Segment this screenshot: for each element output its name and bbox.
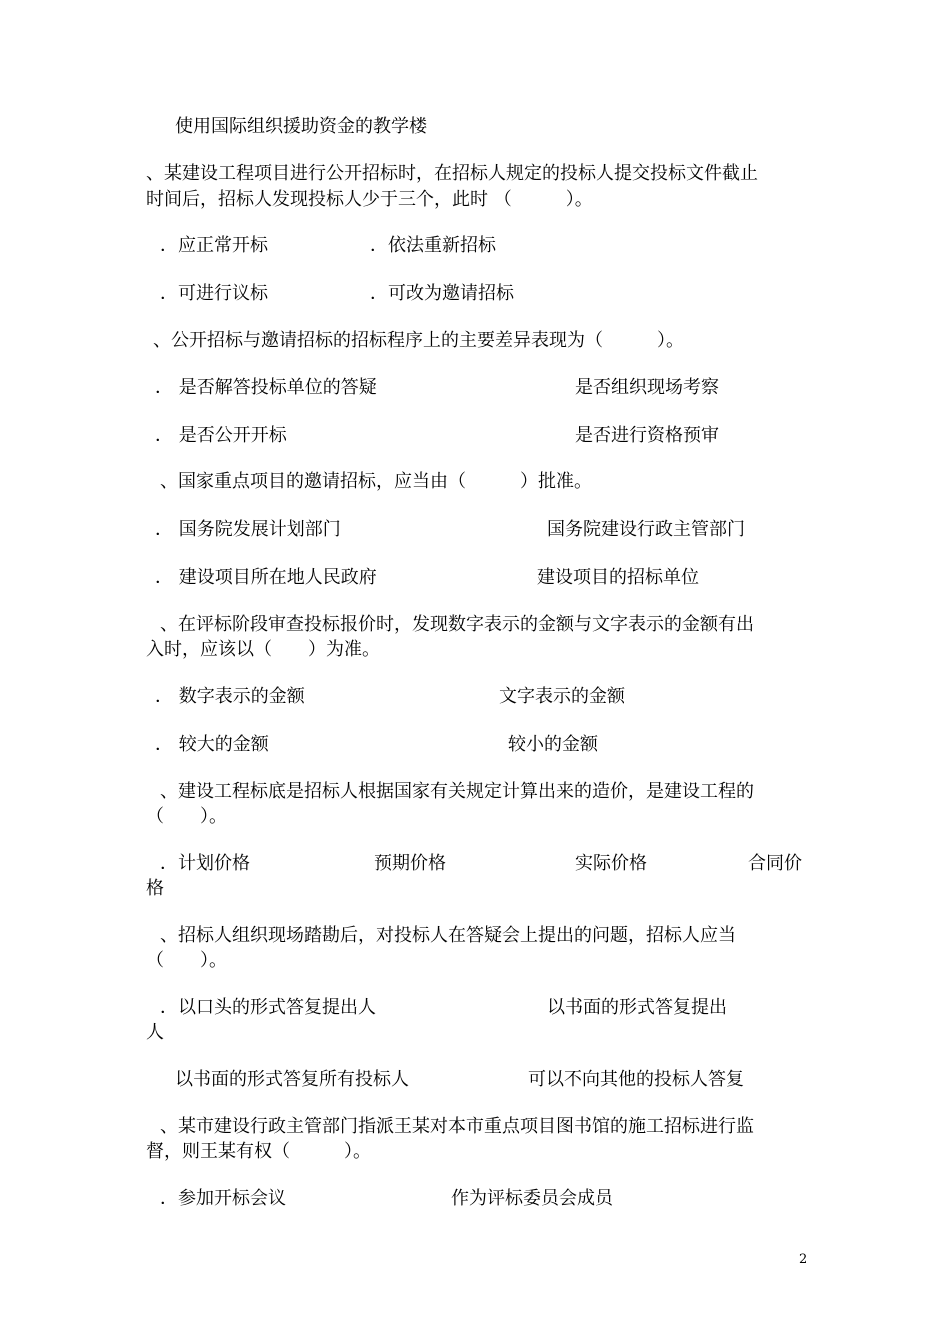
option-d: 建设项目的招标单位 xyxy=(537,567,699,588)
question-text: 、在评标阶段审查投标报价时，发现数字表示的金额与文字表示的金额有出 xyxy=(160,614,754,635)
question-text: 、招标人组织现场踏勘后，对投标人在答疑会上提出的问题，招标人应当 xyxy=(160,925,736,946)
option-a: ．应正常开标 xyxy=(160,235,268,256)
option-d: 是否进行资格预审 xyxy=(575,425,719,446)
option-d: 可以不向其他的投标人答复 xyxy=(528,1069,744,1090)
option-c: 实际价格 xyxy=(575,853,647,874)
question-text: （ ）。 xyxy=(146,950,227,971)
option-c: ．可进行议标 xyxy=(160,283,268,304)
option-b: 是否组织现场考察 xyxy=(575,377,719,398)
option-b-wrap: 人 xyxy=(146,1022,164,1043)
question-text: 入时，应该以（ ）为准。 xyxy=(146,639,380,660)
question-text: 、国家重点项目的邀请招标，应当由（ ）批准。 xyxy=(160,471,592,492)
option-a: ． 是否解答投标单位的答疑 xyxy=(155,377,377,398)
option-d-wrap: 格 xyxy=(146,878,164,899)
question-text: 时间后，招标人发现投标人少于三个，此时 （ ）。 xyxy=(146,189,593,210)
question-text: 督，则王某有权（ ）。 xyxy=(146,1141,371,1162)
option-b: 文字表示的金额 xyxy=(499,686,625,707)
option-a: ．以口头的形式答复提出人 xyxy=(160,997,376,1018)
option-c: 以书面的形式答复所有投标人 xyxy=(175,1069,409,1090)
option-a: ． 国务院发展计划部门 xyxy=(155,519,341,540)
option-a: ．参加开标会议 xyxy=(160,1188,286,1209)
option-c: ． 建设项目所在地人民政府 xyxy=(155,567,377,588)
question-text: 、某市建设行政主管部门指派王某对本市重点项目图书馆的施工招标进行监 xyxy=(160,1116,754,1137)
question-text: 、某建设工程项目进行公开招标时，在招标人规定的投标人提交投标文件截止 xyxy=(146,163,758,184)
option-b: 预期价格 xyxy=(374,853,446,874)
option-a: ． 数字表示的金额 xyxy=(155,686,305,707)
question-text: 、建设工程标底是招标人根据国家有关规定计算出来的造价，是建设工程的 xyxy=(160,781,754,802)
option-text: 使用国际组织援助资金的教学楼 xyxy=(175,116,427,137)
question-text: （ ）。 xyxy=(146,806,227,827)
option-b: ．依法重新招标 xyxy=(370,235,496,256)
option-d: 合同价 xyxy=(748,853,802,874)
option-b: 国务院建设行政主管部门 xyxy=(547,519,745,540)
option-a: ．计划价格 xyxy=(160,853,250,874)
question-text: 、公开招标与邀请招标的招标程序上的主要差异表现为（ ）。 xyxy=(153,330,684,351)
option-c: ． 是否公开开标 xyxy=(155,425,287,446)
option-b: 以书面的形式答复提出 xyxy=(547,997,727,1018)
page-number: 2 xyxy=(799,1252,808,1267)
option-b: 作为评标委员会成员 xyxy=(451,1188,613,1209)
option-c: ． 较大的金额 xyxy=(155,734,269,755)
option-d: 较小的金额 xyxy=(508,734,598,755)
option-d: ．可改为邀请招标 xyxy=(370,283,514,304)
